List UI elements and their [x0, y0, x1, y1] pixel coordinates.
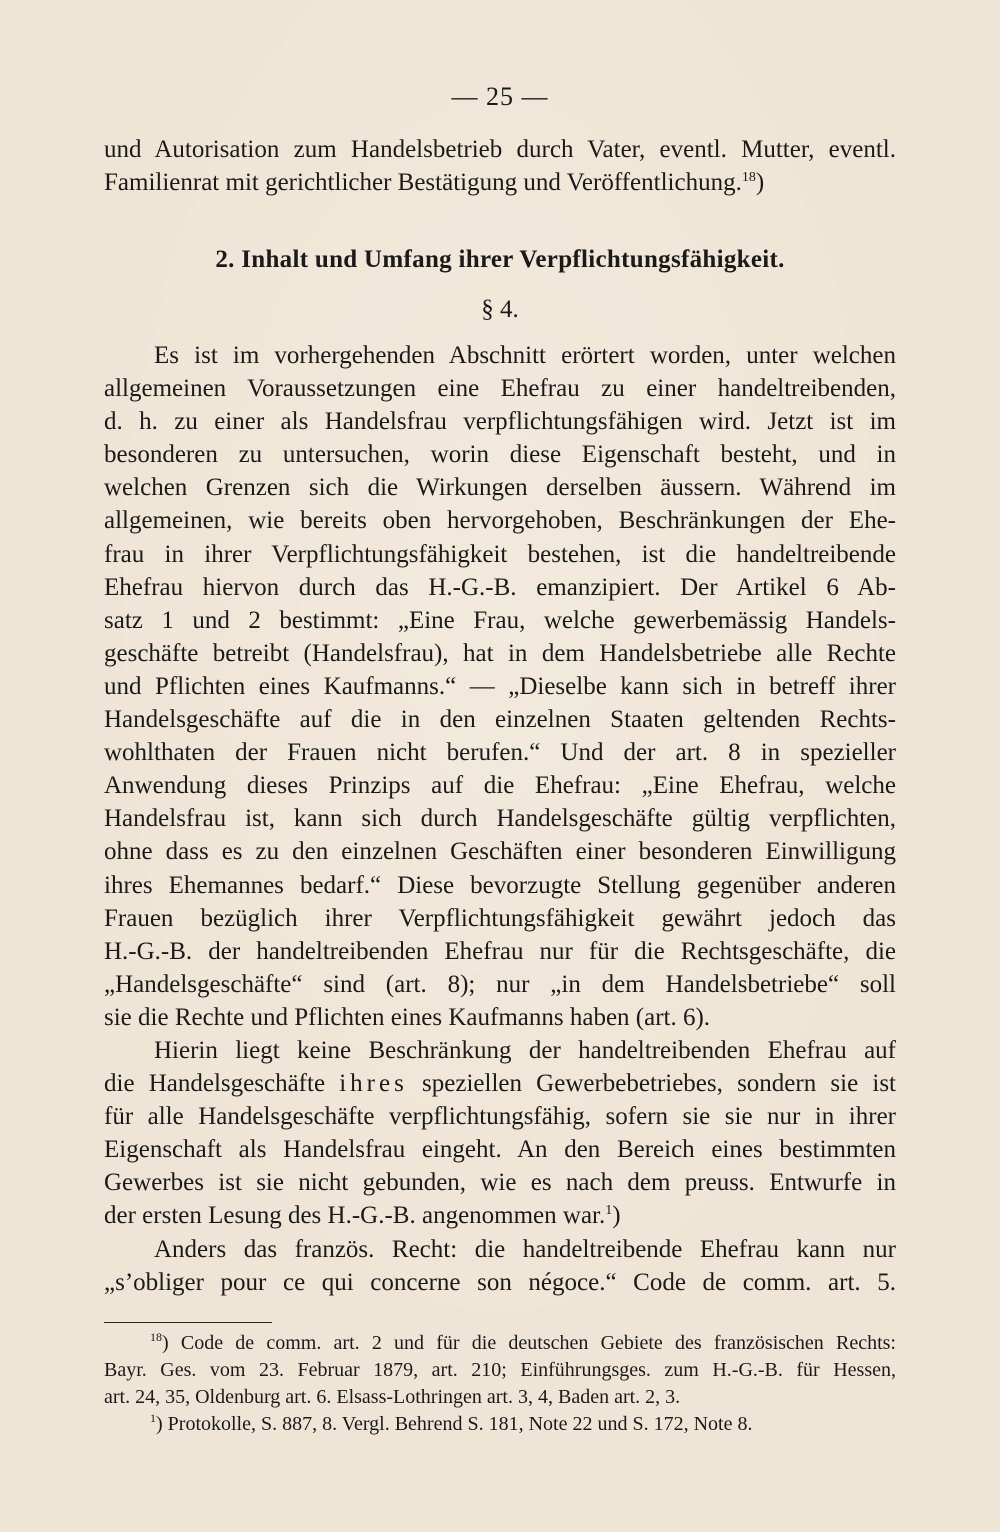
text-line: „s’obliger pour ce qui concerne son négoce.“ Code de comm. art. 5. [104, 1268, 896, 1296]
text-line: für alle Handelsgeschäfte verpflichtungsfähig, sofern sie sie nur in ihrer [104, 1103, 896, 1131]
intro-text [104, 133, 896, 199]
text-line: allgemeinen Voraussetzungen eine Ehefrau zu einer handeltreibenden, [104, 375, 896, 403]
text-line: welchen Grenzen sich die Wirkungen derselben äussern. Während im [104, 474, 896, 502]
footnote-divider [104, 1322, 272, 1323]
text-line: Gewerbes ist sie nicht gebunden, wie es nach dem preuss. Entwurfe in [104, 1169, 896, 1197]
text-line: frau in ihrer Verpflichtungsfähigkeit bestehen, ist die handeltreibende [104, 540, 896, 568]
footnote-ref-18: 18 [741, 170, 756, 186]
text-run: ) Protokolle, S. 887, 8. Vergl. Behrend S. 181, Note 22 und S. 172, Note 8. [156, 1413, 753, 1435]
text-run: die Handelsgeschäfte [104, 1070, 340, 1098]
text-line: Frauen bezüglich ihrer Verpflichtungsfähigkeit gewährt jedoch das [104, 904, 896, 932]
text-run: Familienrat mit gerichtlicher Bestätigung und Veröffentlichung. [104, 169, 742, 197]
text-line: Eigenschaft als Handelsfrau eingeht. An den Bereich eines bestimmten [104, 1136, 896, 1164]
text-line: Handelsgeschäfte auf die in den einzelnen Staaten geltenden Rechts- [104, 706, 896, 734]
text-run: der ersten Lesung des H.-G.-B. angenommen war. [104, 1202, 606, 1230]
text-line: satz 1 und 2 bestimmt: „Eine Frau, welche gewerbemässig Handels- [104, 606, 896, 634]
text-line: allgemeinen, wie bereits oben hervorgehoben, Beschränkungen der Ehe- [104, 507, 896, 535]
footnote-line: art. 24, 35, Oldenburg art. 6. Elsass-Lothringen art. 3, 4, Baden art. 2, 3. [104, 1386, 681, 1408]
text-line: besonderen zu untersuchen, worin diese Eigenschaft besteht, und in [104, 441, 896, 469]
text-run: speziellen Gewerbebetriebes, sondern sie ist [407, 1070, 896, 1098]
page-number: — 25 — [451, 82, 549, 111]
footnote-ref-close: ) [755, 169, 765, 197]
text-line: geschäfte betreibt (Handelsfrau), hat in dem Handelsbetriebe alle Rechte [104, 639, 896, 667]
text-line: ohne dass es zu den einzelnen Geschäften einer besonderen Einwilligung [104, 838, 896, 866]
text-line [104, 166, 896, 199]
footnote-number-18: 18 [150, 1330, 162, 1344]
emphasized-word: ihres [339, 1070, 408, 1098]
text-line [104, 1199, 896, 1232]
text-line: H.-G.-B. der handeltreibenden Ehefrau nur für die Rechtsgeschäfte, die [104, 937, 896, 965]
text-line [104, 1067, 896, 1100]
footnote-line [104, 1330, 896, 1357]
text-line: Hierin liegt keine Beschränkung der handeltreibenden Ehefrau auf [154, 1036, 896, 1064]
footnote-ref-1: 1 [605, 1203, 613, 1219]
text-line: Handelsfrau ist, kann sich durch Handelsgeschäfte gültig verpflichten, [104, 805, 896, 833]
text-line: Anwendung dieses Prinzips auf die Ehefrau: „Eine Ehefrau, welche [104, 772, 896, 800]
text-line: sie die Rechte und Pflichten eines Kaufmanns haben (art. 6). [104, 1003, 711, 1031]
text-line: „Handelsgeschäfte“ sind (art. 8); nur „in dem Handelsbetriebe“ soll [104, 970, 896, 998]
footnote-line [104, 1411, 896, 1438]
footnote-line: Bayr. Ges. vom 23. Februar 1879, art. 210; Einführungsges. zum H.-G.-B. für Hessen, [104, 1359, 896, 1381]
text-run: ) Code de comm. art. 2 und für die deutschen Gebiete des französischen Rechts: [162, 1332, 896, 1354]
main-text [104, 339, 896, 1299]
section-heading: 2. Inhalt und Umfang ihrer Verpflichtungsfähigkeit. [215, 246, 785, 273]
text-line: Anders das französ. Recht: die handeltreibende Ehefrau kann nur [154, 1235, 896, 1263]
text-line: wohlthaten der Frauen nicht berufen.“ Und der art. 8 in spezieller [104, 739, 896, 767]
text-line: und Pflichten eines Kaufmanns.“ — „Dieselbe kann sich in betreff ihrer [104, 672, 896, 700]
text-line: und Autorisation zum Handelsbetrieb durch Vater, eventl. Mutter, eventl. [104, 136, 896, 163]
footnote-number-1: 1 [150, 1411, 156, 1425]
footnotes [104, 1330, 896, 1438]
footnote-ref-close: ) [612, 1202, 621, 1230]
text-line: ihres Ehemannes bedarf.“ Diese bevorzugte Stellung gegenüber anderen [104, 871, 896, 899]
text-line: Ehefrau hiervon durch das H.-G.-B. emanzipiert. Der Artikel 6 Ab- [104, 573, 896, 601]
text-line: d. h. zu einer als Handelsfrau verpflichtungsfähigen wird. Jetzt ist im [104, 408, 896, 436]
paragraph-mark: § 4. [481, 296, 519, 323]
text-line: Es ist im vorhergehenden Abschnitt erörtert worden, unter welchen [154, 342, 896, 369]
